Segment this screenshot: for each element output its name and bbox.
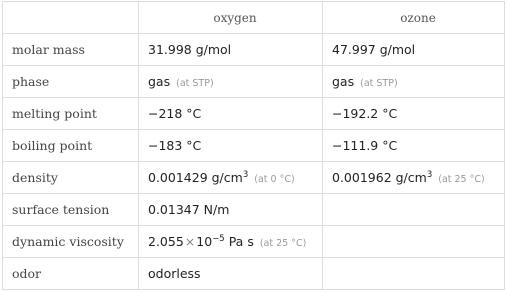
oxygen-odor: odorless <box>139 258 323 290</box>
ozone-phase-condition: (at STP) <box>360 78 398 89</box>
row-label-phase: phase <box>3 66 139 98</box>
table-row <box>3 34 505 66</box>
header-row <box>3 2 505 34</box>
row-label-odor: odor <box>3 258 139 290</box>
header-corner <box>3 2 139 34</box>
oxygen-dynamic-viscosity-cell <box>139 226 323 258</box>
oxygen-viscosity-condition: (at 25 °C) <box>259 238 307 249</box>
ozone-surface-tension <box>323 194 505 226</box>
oxygen-density-exponent: 3 <box>242 170 249 180</box>
ozone-density-exponent: 3 <box>426 170 433 180</box>
oxygen-density-condition: (at 0 °C) <box>254 174 295 185</box>
ozone-density-condition: (at 25 °C) <box>438 174 485 185</box>
properties-table <box>2 1 505 290</box>
oxygen-molar-mass: 31.998 g/mol <box>139 34 323 66</box>
row-label-dynamic-viscosity: dynamic viscosity <box>3 226 139 258</box>
ozone-molar-mass: 47.997 g/mol <box>323 34 505 66</box>
oxygen-viscosity-exponent: −5 <box>212 234 225 244</box>
row-label-melting-point: melting point <box>3 98 139 130</box>
multiply-sign: × <box>184 234 196 249</box>
oxygen-viscosity-base: 10 <box>196 234 213 249</box>
ozone-dynamic-viscosity <box>323 226 505 258</box>
oxygen-density: 0.001429 g/cm <box>148 170 243 185</box>
column-header-oxygen: oxygen <box>139 2 323 34</box>
row-label-molar-mass: molar mass <box>3 34 139 66</box>
table-row <box>3 130 505 162</box>
ozone-phase: gas <box>332 74 355 89</box>
oxygen-phase-cell <box>139 66 323 98</box>
table-row <box>3 162 505 194</box>
oxygen-boiling-point: −183 °C <box>139 130 323 162</box>
table-row <box>3 194 505 226</box>
oxygen-phase-condition: (at STP) <box>176 78 214 89</box>
row-label-density: density <box>3 162 139 194</box>
oxygen-viscosity-unit: Pa s <box>228 234 254 249</box>
ozone-density-cell <box>323 162 505 194</box>
oxygen-density-cell <box>139 162 323 194</box>
oxygen-viscosity-mantissa: 2.055 <box>148 234 184 249</box>
row-label-surface-tension: surface tension <box>3 194 139 226</box>
row-label-boiling-point: boiling point <box>3 130 139 162</box>
oxygen-melting-point: −218 °C <box>139 98 323 130</box>
column-header-ozone: ozone <box>323 2 505 34</box>
oxygen-phase: gas <box>148 74 171 89</box>
table-row <box>3 98 505 130</box>
table-row <box>3 226 505 258</box>
ozone-phase-cell <box>323 66 505 98</box>
ozone-density: 0.001962 g/cm <box>332 170 427 185</box>
ozone-odor <box>323 258 505 290</box>
table-row <box>3 258 505 290</box>
oxygen-surface-tension: 0.01347 N/m <box>139 194 323 226</box>
ozone-melting-point: −192.2 °C <box>323 98 505 130</box>
ozone-boiling-point: −111.9 °C <box>323 130 505 162</box>
table-row <box>3 66 505 98</box>
